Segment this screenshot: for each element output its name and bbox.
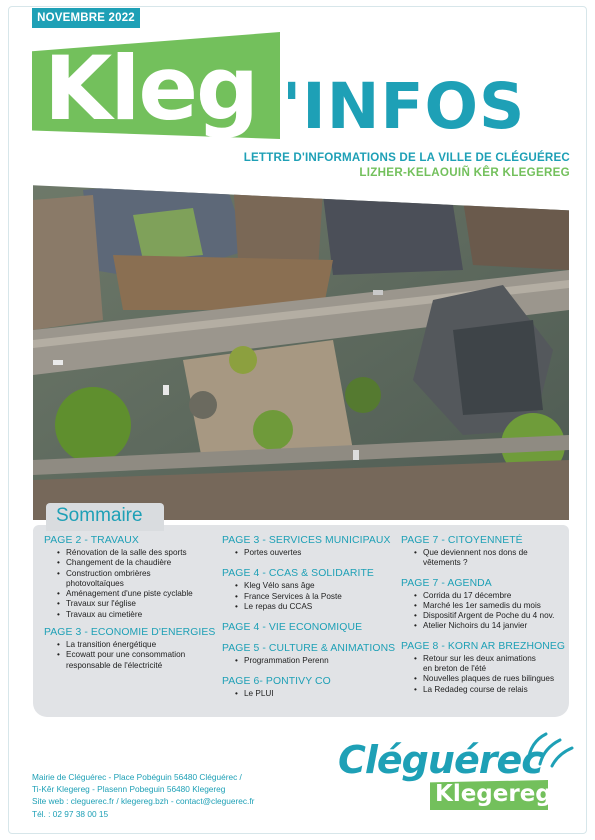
summary-item: • Le repas du CCAS bbox=[235, 602, 402, 612]
summary-item: • Rénovation de la salle des sports bbox=[57, 548, 224, 558]
summary-item: • La transition énergétique bbox=[57, 640, 224, 650]
footer-phone: Tél. : 02 97 38 00 15 bbox=[32, 808, 109, 819]
summary-column-2 bbox=[222, 535, 402, 700]
summary-title: Sommaire bbox=[56, 505, 143, 526]
brand-name: Cléguérec bbox=[338, 738, 543, 782]
summary-item: • Nouvelles plaques de rues bilingues bbox=[414, 674, 566, 684]
summary-item: • Travaux sur l'église bbox=[57, 599, 224, 609]
footer-address-br: Ti-Kêr Klegereg - Plasenn Pobeguin 56480 Klegereg bbox=[32, 784, 226, 795]
summary-column-3 bbox=[401, 535, 566, 695]
summary-item: • Kleg Vélo sans âge bbox=[235, 581, 402, 591]
summary-item: • Changement de la chaudière bbox=[57, 558, 224, 568]
subtitle-breton: LIZHER-KELAOUIÑ KÊR KLEGEREG bbox=[359, 166, 570, 179]
section-heading: PAGE 7 - AGENDA bbox=[401, 577, 492, 589]
section-heading: PAGE 4 - CCAS & SOLIDARITE bbox=[222, 568, 374, 580]
summary-item: • La Redadeg course de relais bbox=[414, 685, 566, 695]
subtitle-french: LETTRE D'INFORMATIONS DE LA VILLE DE CLÉGUÉREC bbox=[243, 151, 570, 164]
footer-website-link[interactable]: Site web : cleguerec.fr / klegereg.bzh - contact@cleguerec.fr bbox=[32, 796, 255, 807]
section-heading: PAGE 2 - TRAVAUX bbox=[44, 535, 139, 546]
summary-item: • Retour sur les deux animations en breton de l'été bbox=[414, 654, 539, 675]
summary-column-1 bbox=[44, 535, 224, 671]
summary-item: • Portes ouvertes bbox=[235, 548, 402, 558]
brand-sub-text: Klegereg bbox=[435, 781, 552, 807]
section-heading: PAGE 3 - ECONOMIE D'ENERGIES bbox=[44, 627, 216, 639]
section-heading: PAGE 4 - VIE ECONOMIQUE bbox=[222, 622, 363, 634]
summary-item: • Marché les 1er samedis du mois bbox=[414, 601, 566, 611]
section-heading: PAGE 7 - CITOYENNETÉ bbox=[401, 535, 523, 546]
summary-item: • Dispositif Argent de Poche du 4 nov. bbox=[414, 611, 566, 621]
summary-item: • Ecowatt pour une consommation responsable de l'électricité bbox=[57, 650, 207, 671]
summary-item: • Construction ombrières photovoltaïques bbox=[57, 569, 207, 590]
aerial-town-photo bbox=[33, 160, 569, 520]
summary-item: • Corrida du 17 décembre bbox=[414, 591, 566, 601]
summary-item: • Que deviennent nos dons de vêtements ? bbox=[414, 548, 544, 569]
brand-logo bbox=[330, 728, 580, 820]
summary-item: • Programmation Perenn bbox=[235, 656, 402, 666]
date-badge: NOVEMBRE 2022 bbox=[32, 8, 140, 28]
footer-address-fr: Mairie de Cléguérec - Place Pobéguin 56480 Cléguérec / bbox=[32, 772, 242, 782]
section-heading: PAGE 6- PONTIVY CO bbox=[222, 676, 331, 688]
summary-item: • France Services à la Poste bbox=[235, 592, 402, 602]
section-heading: PAGE 8 - KORN AR BREZHONEG bbox=[401, 640, 566, 652]
summary-item: • Atelier Nichoirs du 14 janvier bbox=[414, 621, 566, 631]
aerial-photo-illustration bbox=[33, 160, 569, 520]
section-heading: PAGE 3 - SERVICES MUNICIPAUX bbox=[222, 535, 391, 546]
summary-item: • Le PLUI bbox=[235, 689, 402, 699]
logo-kleg-text: Kleg bbox=[44, 37, 258, 140]
section-heading: PAGE 5 - CULTURE & ANIMATIONS bbox=[222, 643, 396, 655]
logo-infos-text: 'INFOS bbox=[282, 70, 526, 143]
footer-contact bbox=[32, 771, 254, 820]
summary-item: • Travaux au cimetière bbox=[57, 610, 224, 620]
summary-item: • Aménagement d'une piste cyclable bbox=[57, 589, 224, 599]
